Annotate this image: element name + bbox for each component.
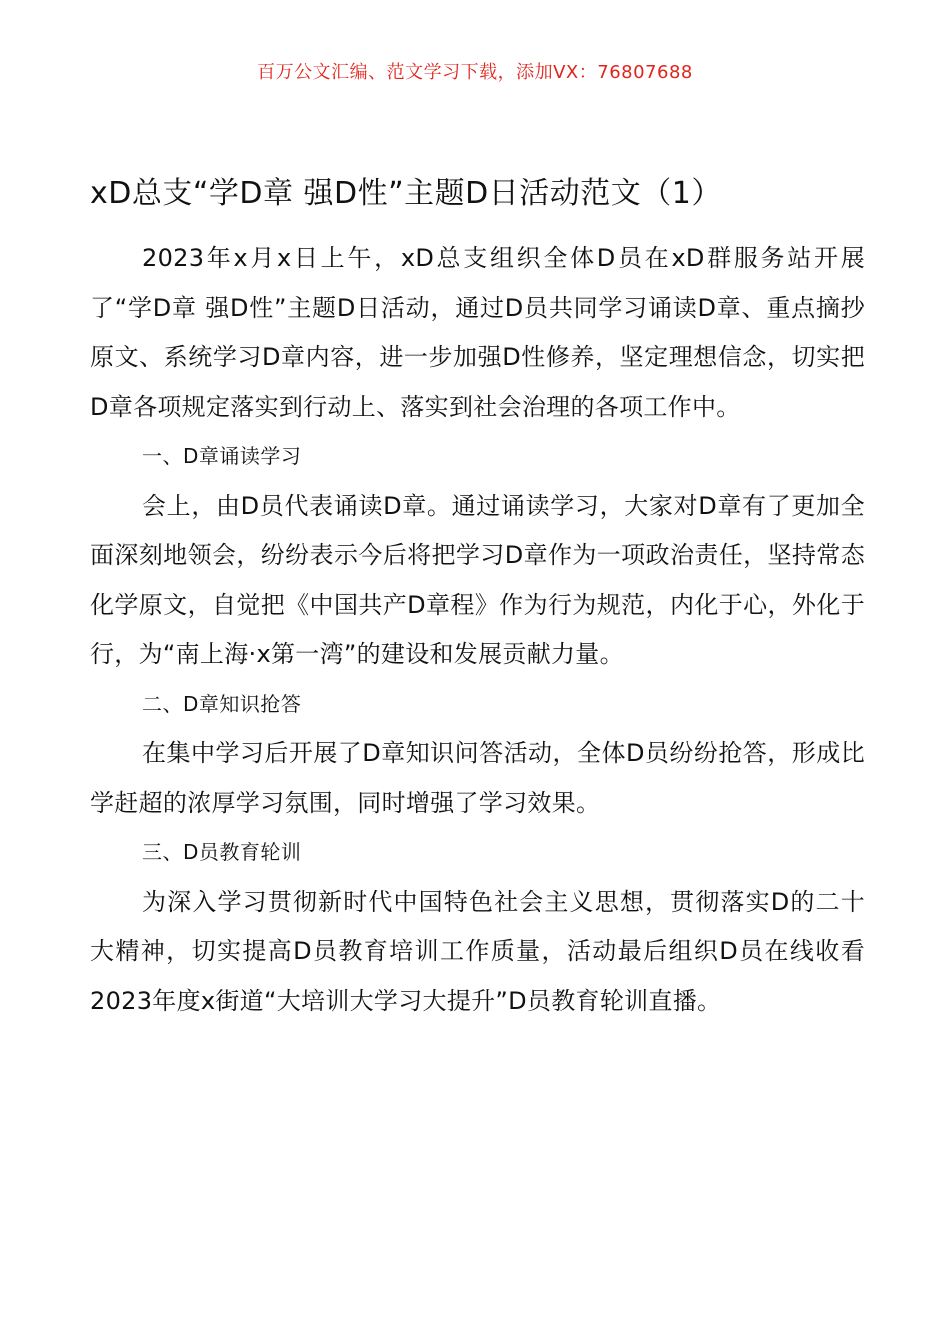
header-banner: 百万公文汇编、范文学习下载，添加VX：76807688 — [257, 62, 693, 83]
section-heading-3: 三、D员教育轮训 — [142, 840, 302, 864]
section-heading-1: 一、D章诵读学习 — [142, 444, 302, 468]
section-heading-2: 二、D章知识抢答 — [142, 691, 302, 716]
section-body-1: 会上，由D员代表诵读D章。通过诵读学习，大家对D章有了更加全面深刻地领会，纷纷表示今后将把学习D章作为一项政治责任，坚持常态化学原文，自觉把《中国共产D章程》作为行为规范，内化于心，外化于行，为“南上海·x第一湾”的建设和发展贡献力量。 — [90, 491, 865, 668]
intro-paragraph: 2023年x月x日上午，xD总支组织全体D员在xD群服务站开展了“学D章 强D性”主题D日活动，通过D员共同学习诵读D章、重点摘抄原文、系统学习D章内容，进一步加强D性修养，坚定理想信念，切实把D章各项规定落实到行动上、落实到社会治理的各项工作中。 — [90, 244, 865, 421]
section-body-2: 在集中学习后开展了D章知识问答活动，全体D员纷纷抢答，形成比学赶超的浓厚学习氛围，同时增强了学习效果。 — [90, 739, 865, 817]
section-body-3: 为深入学习贯彻新时代中国特色社会主义思想，贯彻落实D的二十大精神，切实提高D员教育培训工作质量，活动最后组织D员在线收看2023年度x街道“大培训大学习大提升”D员教育轮训直播。 — [90, 887, 865, 1015]
document-body — [90, 234, 865, 1026]
document-title: xD总支“学D章 强D性”主题D日活动范文（1） — [90, 176, 722, 211]
